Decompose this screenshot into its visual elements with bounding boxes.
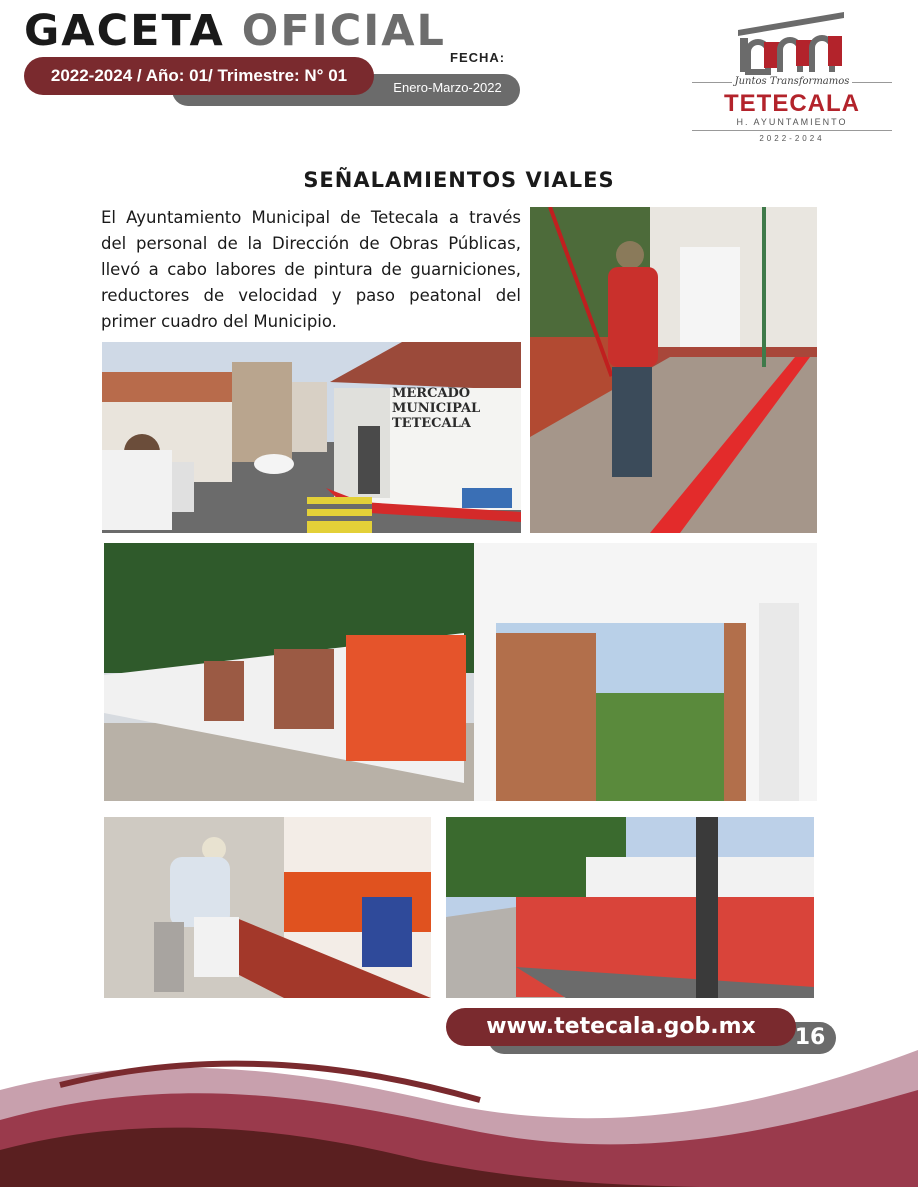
tetecala-logo (688, 8, 896, 148)
page-number: 16 (794, 1025, 826, 1050)
photo-painted-fence-gate (104, 543, 817, 801)
date-label: FECHA: (450, 50, 506, 65)
article-title: SEÑALAMIENTOS VIALES (303, 168, 615, 192)
photo-red-wall-street (446, 817, 814, 998)
photo-market-street (102, 342, 521, 533)
photo-worker-painting-curb (530, 207, 817, 533)
date-value: Enero-Marzo-2022 (393, 80, 502, 95)
photo-worker-with-bucket (104, 817, 431, 998)
logo-subtitle: H. AYUNTAMIENTO (736, 117, 848, 127)
arches-emblem-icon (688, 8, 896, 78)
website-link[interactable]: www.tetecala.gob.mx (446, 1008, 796, 1046)
title-part-oficial: OFICIAL (241, 6, 446, 56)
logo-name: TETECALA (724, 90, 860, 117)
logo-tagline: Juntos Transformamos (734, 76, 850, 87)
logo-divider-bottom (692, 130, 892, 131)
gazette-title (24, 6, 446, 56)
market-sign-text: MERCADO MUNICIPAL TETECALA (392, 386, 481, 431)
title-part-gaceta: GACETA (24, 6, 225, 56)
logo-years: 2022-2024 (759, 134, 825, 143)
article-body: El Ayuntamiento Municipal de Tetecala a través del personal de la Dirección de Obras Públicas, llevó a cabo labores de pintura de guarniciones, reductores de velocidad y paso peatonal del primer cuadro del Municipio. (101, 208, 521, 331)
issue-badge: 2022-2024 / Año: 01/ Trimestre: N° 01 (24, 57, 374, 95)
